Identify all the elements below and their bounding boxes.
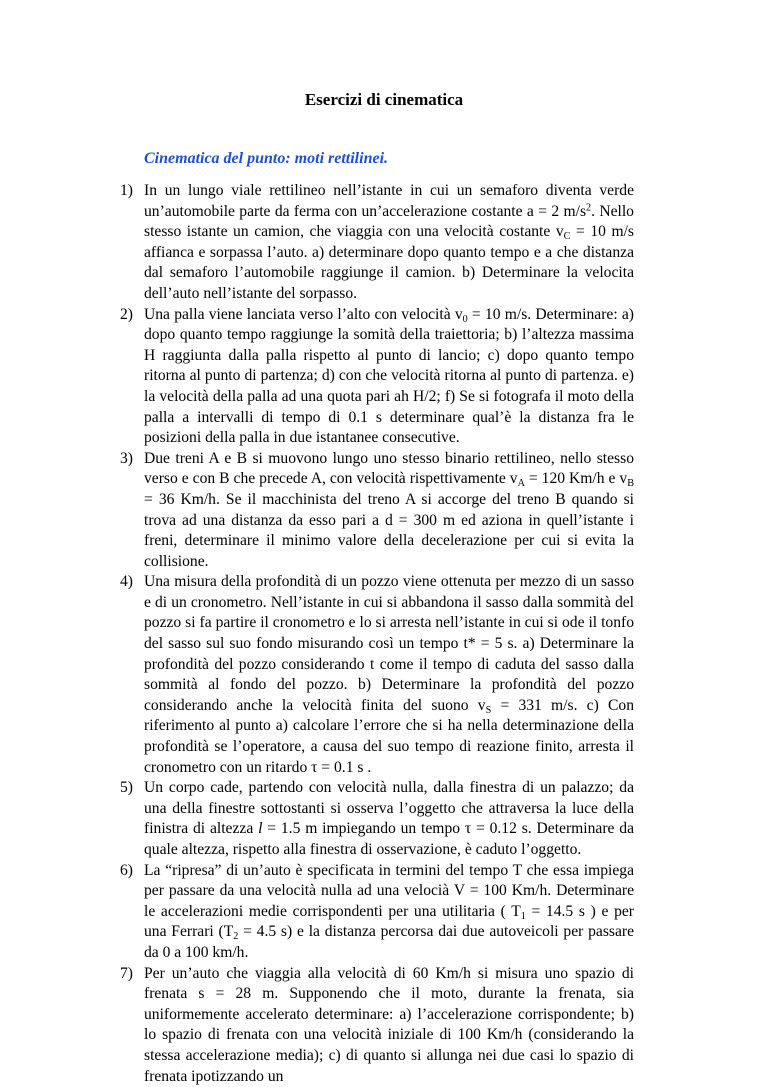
exercise-2 — [120, 305, 634, 449]
exercise-number: 1) — [120, 182, 133, 199]
exercise-text: Un corpo cade, partendo con velocità nulla, dalla finestra di un palazzo; da una della finestre sottostanti si osserva l’oggetto che attraversa la luce della finistra di altezza l = 1.5 m impiegando un tempo τ = 0.12 s. Determinare da quale altezza, rispetto alla finestra di osservazione, è caduto l’oggetto. — [144, 779, 634, 858]
exercise-text: Due treni A e B si muovono lungo uno stesso binario rettilineo, nello stesso verso e con B che precede A, con velocità rispettivamente $v_A = 120$ Km/h e $v_B = 36$ Km/h. Se il macchinista del treno A si accorge del treno B quando si trova ad una distanza da esso pari a d = 300 m ed aziona in quell’istante i freni, determinare il minimo valore della decelerazione per cui si evita la collisione. — [144, 449, 634, 570]
exercise-list — [120, 181, 634, 1087]
exercise-number: 2) — [120, 305, 133, 323]
exercise-text: Per un’auto che viaggia alla velocità di 60 Km/h si misura uno spazio di frenata s = 28 m. Supponendo che il moto, durante la frenata, sia uniformemente accelerato determinare: a) l’accelerazione corrispondente; b) lo spazio di frenata con una velocità iniziale di 100 Km/h (considerando la stessa accelerazione media); c) di quanto si allunga nei due casi lo spazio di frenata ipotizzando un — [144, 964, 634, 1085]
document-title: Esercizi di cinematica — [304, 90, 464, 109]
exercise-text: Una palla viene lanciata verso l’alto con velocità $v_0 = 10$ m/s. Determinare: a) dopo quanto tempo raggiunge la somità della traiettoria; b) l’altezza massima H raggiunta dalla palla rispetto al punto di lancio; c) dopo quanto tempo ritorna al punto di partenza; d) con che velocità ritorna al punto di partenza. e) la velocità della palla ad una quota pari ah H/2; f) Se si fotografa il moto della palla a intervalli di tempo di 0.1 s determinare qual’è la distanza fra le posizioni della palla in due istantanee consecutive. — [144, 305, 634, 447]
exercise-text: La “ripresa” di un’auto è specificata in termini del tempo T che essa impiega per passare da una velocità nulla ad una velocià V = 100 Km/h. Determinare le accelerazioni medie corrispondenti per una utilitaria ( $T_1 = 14.5$ s ) e per una Ferrari ($T_2 = 4.5$ s) e la distanza percorsa dai due autoveicoli per passare da 0 a 100 km/h. — [144, 861, 634, 961]
exercise-text: In un lungo viale rettilineo nell’istante in cui un semaforo diventa verde un’automobile parte da ferma con un’accelerazione costante a = 2 $m/s^2$. Nello stesso istante un camion, che viaggia con una velocità costante $v_C = 10$ m/s affianca e sorpassa l’auto. a) determinare dopo quanto tempo e a che distanza dal semaforo l’automobile raggiunge il camion. b) Determinare la velocita dell’auto nell’istante del sorpasso. — [144, 182, 634, 302]
exercise-number: 4) — [120, 573, 133, 591]
exercise-number: 7) — [120, 964, 133, 982]
exercise-number: 5) — [120, 779, 133, 797]
exercise-4 — [120, 572, 634, 778]
exercise-6 — [120, 861, 634, 964]
exercise-number: 6) — [120, 861, 133, 879]
exercise-text: Una misura della profondità di un pozzo viene ottenuta per mezzo di un sasso e di un cronometro. Nell’istante in cui si abbandona il sasso dalla sommità del pozzo si fa partire il cronometro e lo si arresta nell’istante in cui si ode il tonfo del sasso sul suo fondo misurando così un tempo t* = 5 s. a) Determinare la profondità del pozzo considerando t come il tempo di caduta del sasso dalla sommità al fondo del pozzo. b) Determinare la profondità del pozzo considerando anche la velocità finita del suono $v_S = 331$ m/s. c) Con riferimento al punto a) calcolare l’errore che si ha nella determinazione della profondità se l’operatore, a causa del suo tempo di reazione finito, arresta il cronometro con un ritardo τ = 0.1 s . — [144, 573, 635, 776]
exercise-7 — [120, 964, 634, 1087]
exercise-1 — [120, 181, 634, 305]
exercise-5 — [120, 778, 634, 860]
exercise-3 — [120, 449, 634, 573]
section-heading: Cinematica del punto: moti rettilinei. — [144, 150, 389, 167]
exercise-number: 3) — [120, 449, 133, 467]
